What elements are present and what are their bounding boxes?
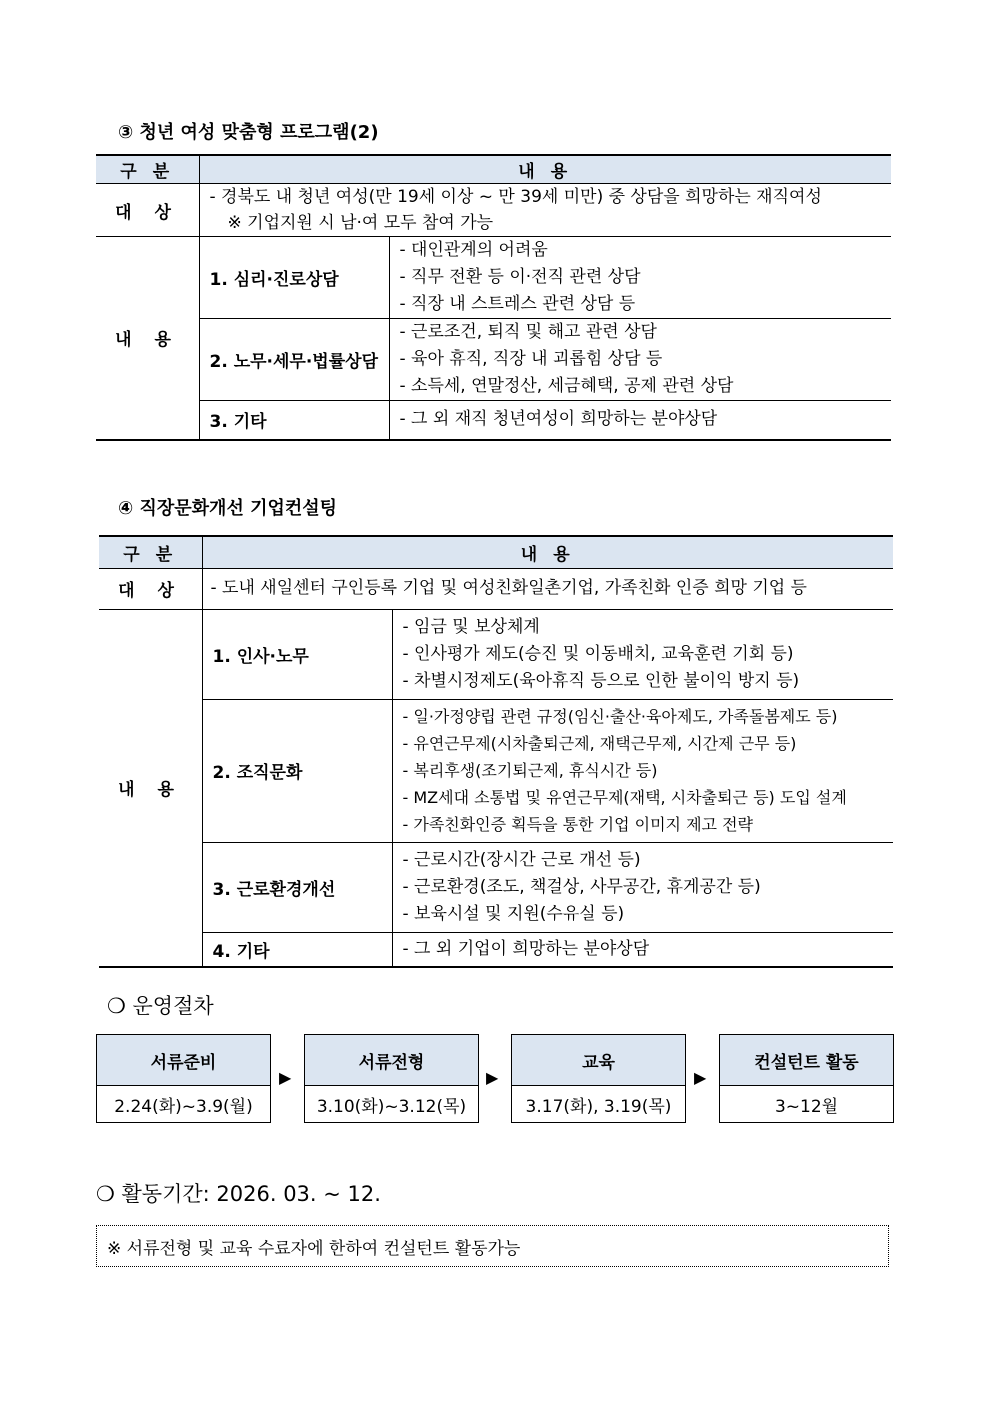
s4-header-category: 구 분 (99, 536, 202, 568)
s4-row3-item: - 보육시설 및 지원(수유실 등) (402, 903, 625, 924)
section4-title: ④ 직장문화개선 기업컨설팅 (118, 498, 338, 519)
arrow-right-icon: ▶ (694, 1068, 707, 1087)
s4-row4-name: 4. 기타 (202, 932, 392, 967)
s3-row1-item: - 대인관계의 어려움 (399, 240, 548, 260)
s4-row1-item: - 차별시정제도(육아휴직 등으로 인한 불이익 방지 등) (402, 670, 800, 691)
s3-row3-items (389, 401, 891, 440)
s3-row1-name: 1. 심리·진로상담 (199, 237, 389, 319)
note-text: ※ 서류전형 및 교육 수료자에 한하여 컨설턴트 활동가능 (107, 1238, 521, 1259)
s3-row2-item: - 소득세, 연말정산, 세금혜택, 공제 관련 상담 (399, 376, 734, 396)
s4-target-label: 대 상 (118, 581, 183, 601)
step-name: 교육 (512, 1035, 685, 1086)
step-date: 2.24(화)~3.9(월) (114, 1096, 253, 1117)
s4-row2-item: - 유연근무제(시차출퇴근제, 재택근무제, 시간제 근무 등) (402, 734, 797, 753)
s3-header-content: 내 용 (199, 155, 891, 184)
step-name: 서류준비 (97, 1035, 270, 1086)
s3-row3-name: 3. 기타 (199, 401, 389, 440)
process-step-1 (96, 1034, 271, 1123)
s4-row1-items (392, 609, 893, 699)
step-date: 3.17(화), 3.19(목) (525, 1096, 672, 1117)
s4-row1-item: - 임금 및 보상체계 (402, 616, 540, 637)
step-name: 서류전형 (305, 1035, 478, 1086)
s4-row2-item: - 복리후생(조기퇴근제, 휴식시간 등) (402, 761, 658, 780)
s4-row2-item: - 일·가정양립 관련 규정(임신·출산·육아제도, 가족돌봄제도 등) (402, 707, 838, 726)
section3-title: ③ 청년 여성 맞춤형 프로그램(2) (118, 122, 379, 143)
s3-row1-items (389, 237, 891, 319)
s4-row2-item: - MZ세대 소통법 및 유연근무제(재택, 시차출퇴근 등) 도입 설계 (402, 788, 847, 807)
s3-row2-item: - 근로조건, 퇴직 및 해고 관련 상담 (399, 322, 657, 342)
s4-row4-item: - 그 외 기업이 희망하는 분야상담 (402, 938, 650, 959)
s3-row1-item: - 직무 전환 등 이·전직 관련 상담 (399, 267, 641, 287)
s4-row4-items (392, 932, 893, 967)
process-step-2 (304, 1034, 479, 1123)
note-box (96, 1225, 889, 1267)
s4-row1-name: 1. 인사·노무 (202, 609, 392, 699)
step-name: 컨설턴트 활동 (720, 1035, 893, 1086)
step-date: 3~12월 (774, 1096, 839, 1117)
s4-header-content: 내 용 (202, 536, 893, 568)
s3-content-label: 내 용 (96, 237, 199, 440)
s3-target-label: 대 상 (115, 202, 180, 223)
step-date: 3.10(화)~3.12(목) (316, 1096, 467, 1117)
s3-row2-items (389, 319, 891, 401)
s3-header-category: 구 분 (96, 155, 199, 184)
s4-row2-item: - 가족친화인증 획득을 통한 기업 이미지 제고 전략 (402, 815, 753, 834)
s4-row3-name: 3. 근로환경개선 (202, 842, 392, 932)
section3-table (96, 154, 891, 441)
s4-row2-items (392, 699, 893, 842)
s3-target-line1: - 경북도 내 청년 여성(만 19세 이상 ~ 만 39세 미만) 중 상담을 희망하는 재직여성 (209, 187, 822, 207)
s3-row2-name: 2. 노무·세무·법률상담 (199, 319, 389, 401)
s4-target-line1: - 도내 새일센터 구인등록 기업 및 여성친화일촌기업, 가족친화 인증 희망 기업 등 (210, 578, 807, 598)
process-step-4 (719, 1034, 894, 1123)
s4-row3-items (392, 842, 893, 932)
process-step-3 (511, 1034, 686, 1123)
process-title: ❍ 운영절차 (107, 994, 214, 1018)
s3-row2-item: - 육아 휴직, 직장 내 괴롭힘 상담 등 (399, 349, 663, 369)
s4-target-content (202, 568, 893, 609)
activity-period: ❍ 활동기간: 2026. 03. ~ 12. (96, 1182, 381, 1206)
s3-row3-item: - 그 외 재직 청년여성이 희망하는 분야상담 (399, 409, 718, 430)
s3-target-line2: ※ 기업지원 시 남·여 모두 참여 가능 (227, 213, 494, 233)
s4-row2-name: 2. 조직문화 (202, 699, 392, 842)
arrow-right-icon: ▶ (279, 1068, 292, 1087)
s3-row1-item: - 직장 내 스트레스 관련 상담 등 (399, 294, 636, 314)
section4-table (99, 535, 893, 968)
s4-content-label: 내 용 (99, 609, 202, 967)
arrow-right-icon: ▶ (486, 1068, 499, 1087)
s4-row3-item: - 근로시간(장시간 근로 개선 등) (402, 849, 641, 870)
s4-row3-item: - 근로환경(조도, 책걸상, 사무공간, 휴게공간 등) (402, 876, 761, 897)
s4-row1-item: - 인사평가 제도(승진 및 이동배치, 교육훈련 기회 등) (402, 643, 794, 664)
s3-target-content (199, 184, 891, 237)
